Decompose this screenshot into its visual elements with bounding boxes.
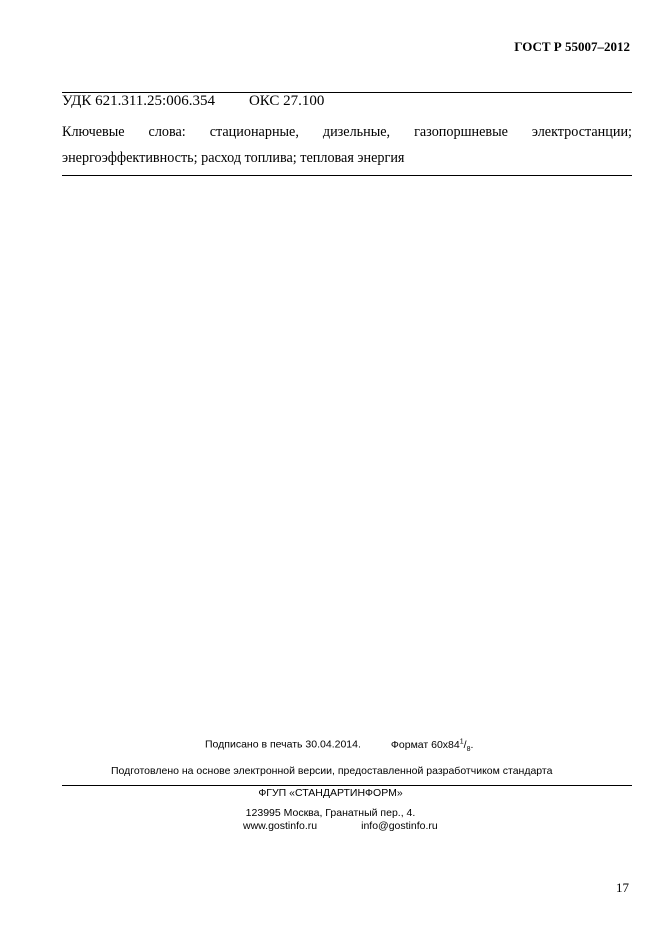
- publisher-address: 123995 Москва, Гранатный пер., 4.: [245, 807, 416, 819]
- prepared-note: Подготовлено на основе электронной версии, предоставленной разработчиком стандарта: [111, 765, 553, 777]
- keywords-text: Ключевые слова: стационарные, дизельные, газопоршневые электростанции; энергоэффективность; расход топлива; тепловая энергия: [62, 124, 632, 166]
- imprint-divider: [62, 785, 632, 786]
- keywords-divider: [62, 175, 632, 176]
- email-link[interactable]: info@gostinfo.ru: [361, 820, 438, 832]
- website-link[interactable]: www.gostinfo.ru: [243, 820, 318, 832]
- udc-code: УДК 621.311.25:006.354: [62, 93, 215, 109]
- page-number: 17: [616, 880, 629, 895]
- signed-date: Подписано в печать 30.04.2014.: [205, 738, 361, 751]
- publisher-name: ФГУП «СТАНДАРТИНФОРМ»: [258, 787, 403, 799]
- publisher-contacts: [243, 820, 438, 832]
- classification-line: [62, 93, 324, 110]
- document-code: ГОСТ Р 55007–2012: [514, 39, 630, 54]
- oks-code: ОКС 27.100: [248, 93, 325, 109]
- imprint-signed-line: [205, 738, 473, 753]
- paper-format: Формат $60х84^1/_8$.: [390, 738, 474, 753]
